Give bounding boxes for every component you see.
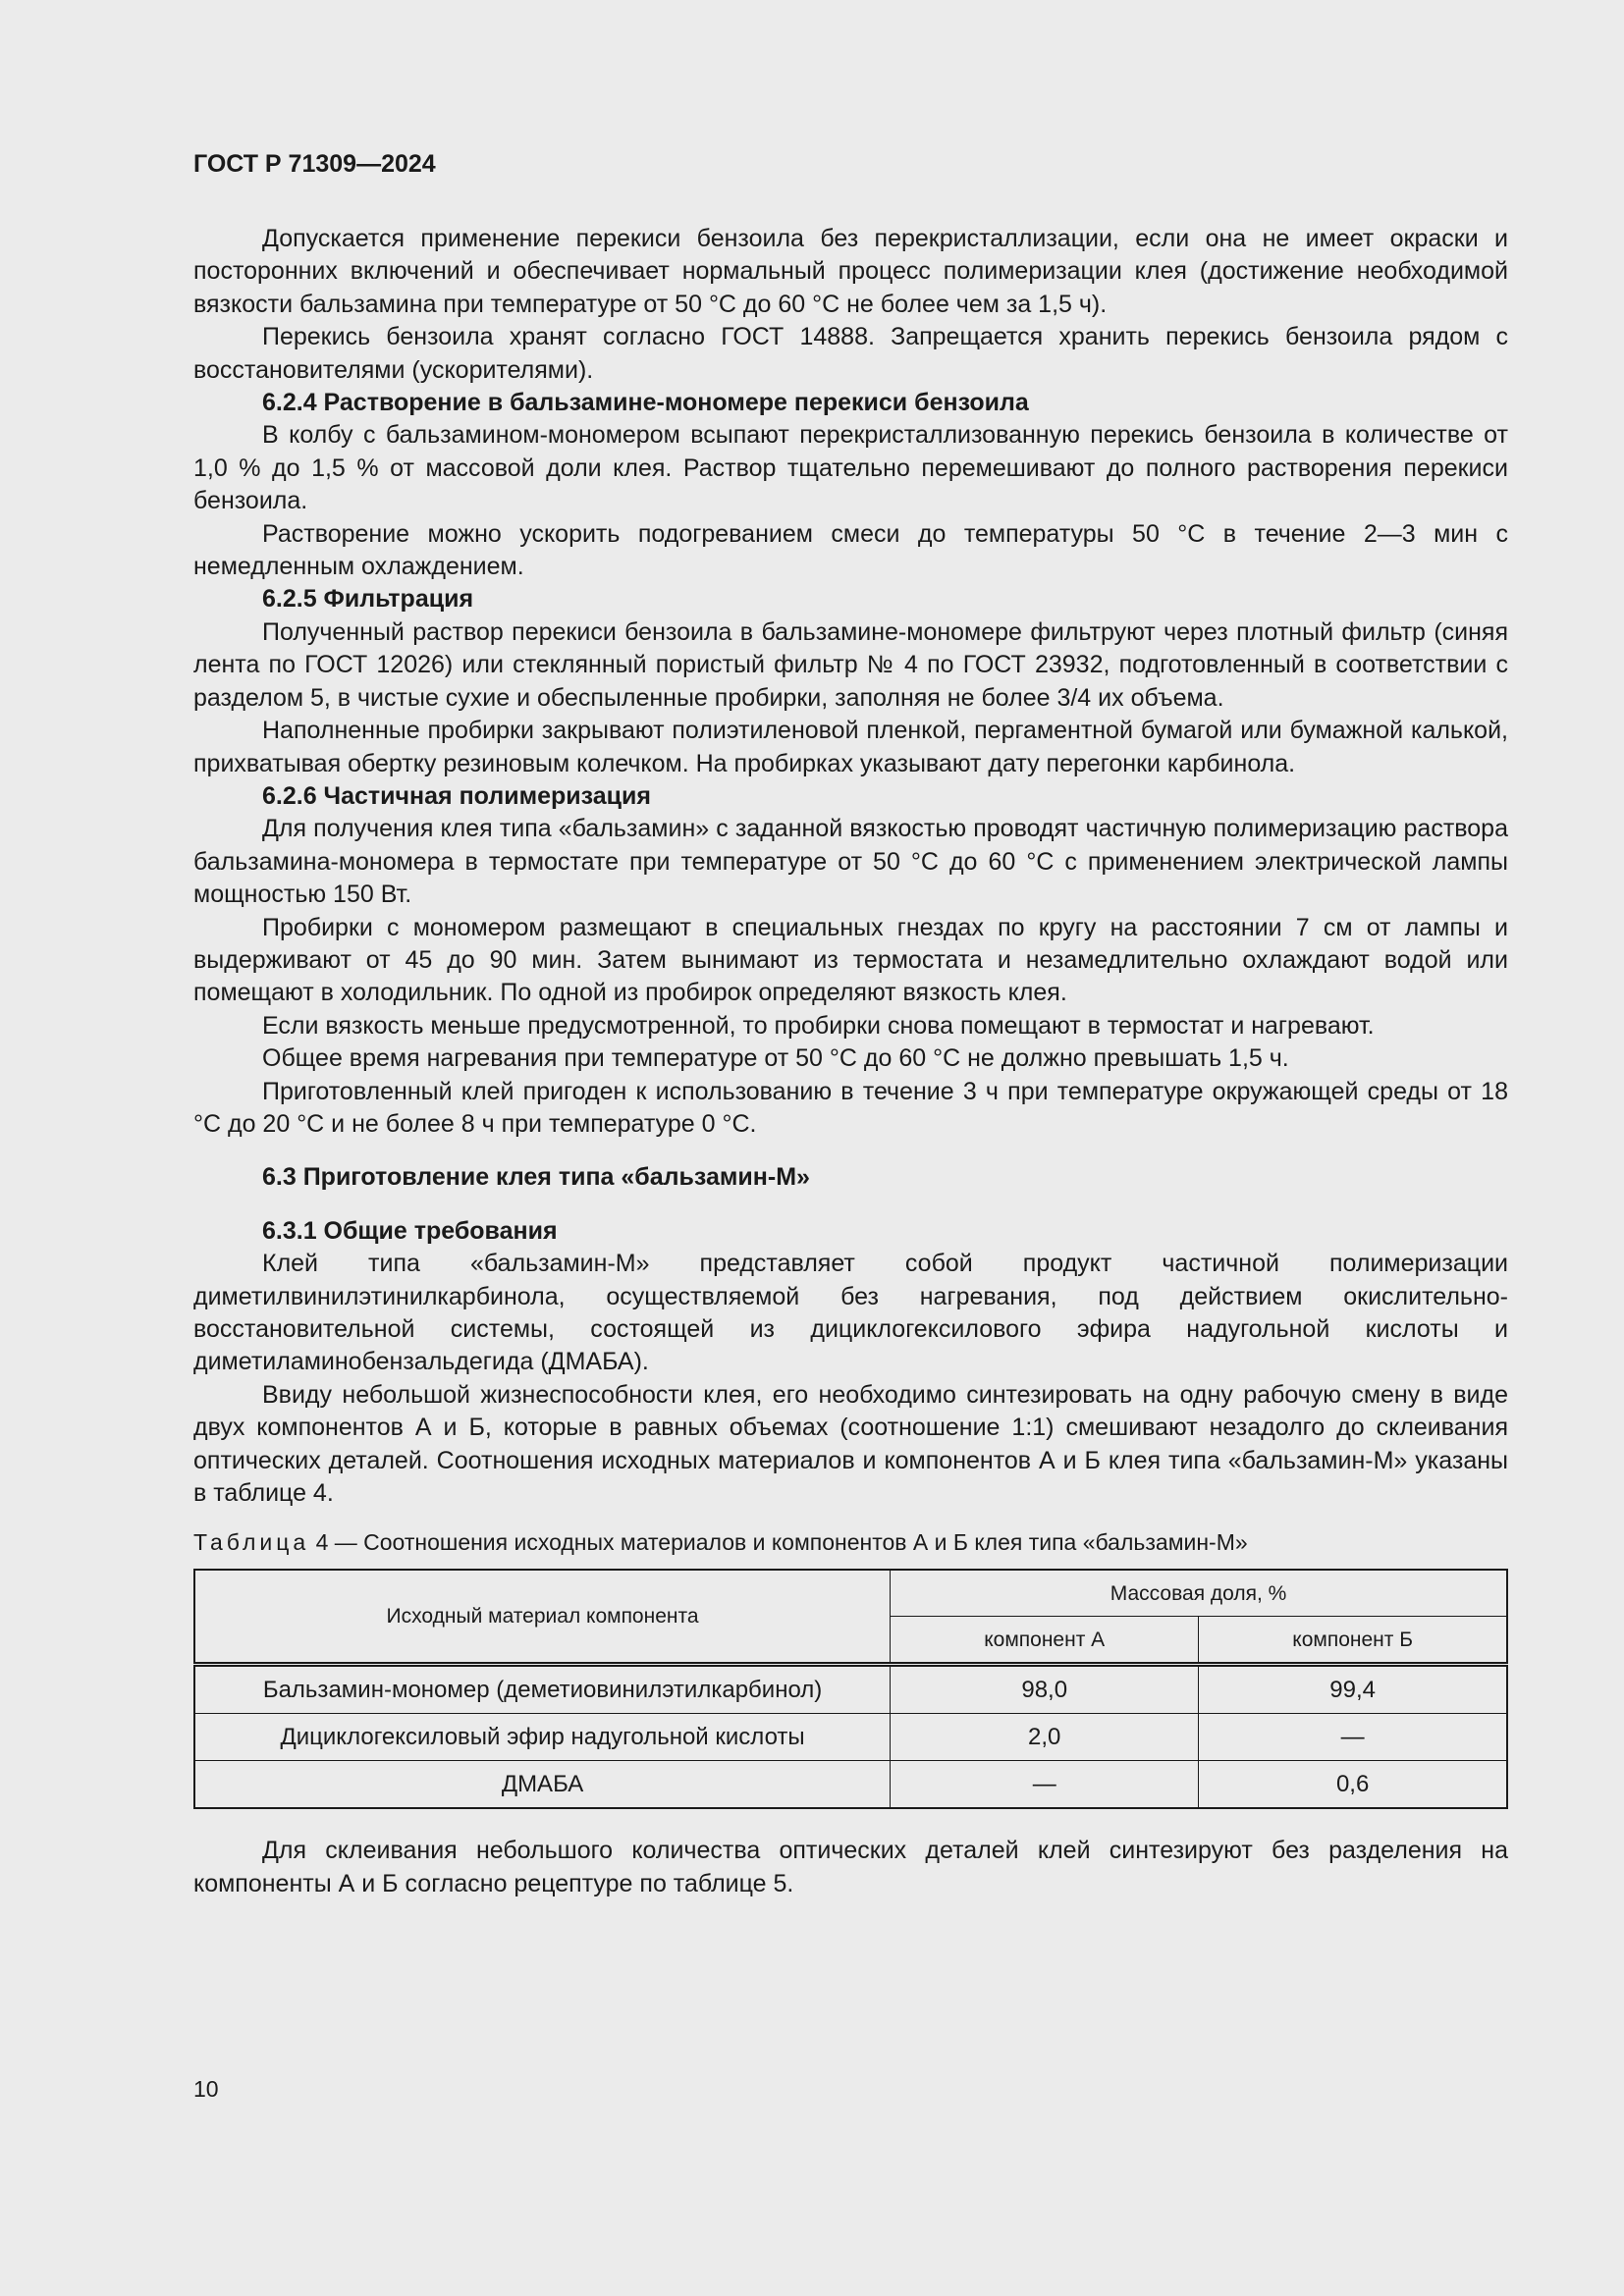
- document-header: ГОСТ Р 71309—2024: [193, 150, 436, 178]
- paragraph: В колбу с бальзамином-мономером всыпают перекристаллизованную перекись бензоила в количестве от 1,0 % до 1,5 % от массовой доли клея. Раствор тщательно перемешивают до полного растворения перекиси бензоила.: [193, 421, 1508, 515]
- paragraph: Ввиду небольшой жизнеспособности клея, его необходимо синтезировать на одну рабочую смену в виде двух компонентов А и Б, которые в равных объемах (соотношение 1:1) смешивают незадолго до склеивания оптических деталей. Соотношения исходных материалов и компонентов А и Б клея типа «бальзамин-М» указаны в таблице 4.: [193, 1380, 1508, 1508]
- table-row: [194, 1761, 1507, 1809]
- cell-component-a: 2,0: [891, 1714, 1199, 1761]
- table-row: [194, 1714, 1507, 1761]
- paragraph: Общее время нагревания при температуре от 50 °С до 60 °С не должно превышать 1,5 ч.: [262, 1044, 1289, 1073]
- paragraph: Если вязкость меньше предусмотренной, то пробирки снова помещают в термостат и нагревают.: [262, 1011, 1375, 1040]
- paragraph: Для склеивания небольшого количества оптических деталей клей синтезируют без разделения на компоненты А и Б согласно рецептуре по таблице 5.: [193, 1837, 1508, 1897]
- page-number: 10: [193, 2076, 219, 2102]
- section-heading-6-3: 6.3 Приготовление клея типа «бальзамин-М»: [262, 1163, 810, 1192]
- paragraph: Перекись бензоила хранят согласно ГОСТ 14888. Запрещается хранить перекись бензоила рядом с восстановителями (ускорителями).: [193, 323, 1508, 384]
- column-header-mass-fraction: Массовая доля, %: [891, 1570, 1507, 1617]
- table-row: [194, 1665, 1507, 1714]
- paragraph: Допускается применение перекиси бензоила без перекристаллизации, если она не имеет окраски и посторонних включений и обеспечивает нормальный процесс полимеризации клея (достижение необходимой вязкости бальзамина при температуре от 50 °С до 60 °С не более чем за 1,5 ч).: [193, 225, 1508, 318]
- paragraph: Клей типа «бальзамин-М» представляет собой продукт частичной полимеризации диметилвинилэтинилкарбинола, осуществляемой без нагревания, под действием окислительно-восстановительной системы, состоящей из дициклогексилового эфира надугольной кислоты и диметиламинобензальдегида (ДМАБА).: [193, 1250, 1508, 1376]
- section-heading-6-3-1: 6.3.1 Общие требования: [262, 1216, 558, 1245]
- paragraph: Для получения клея типа «бальзамин» с заданной вязкостью проводят частичную полимеризацию раствора бальзамина-мономера в термостате при температуре от 50 °С до 60 °С с применением электрической лампы мощностью 150 Вт.: [193, 815, 1508, 909]
- cell-component-b: 0,6: [1199, 1761, 1507, 1809]
- cell-material: ДМАБА: [194, 1761, 891, 1809]
- table-caption: [193, 1525, 1508, 1559]
- column-header-component-a: компонент А: [891, 1617, 1199, 1665]
- column-header-component-b: компонент Б: [1199, 1617, 1507, 1665]
- column-header-material: Исходный материал компонента: [194, 1570, 891, 1665]
- paragraph: Полученный раствор перекиси бензоила в бальзамине-мономере фильтруют через плотный фильтр (синяя лента по ГОСТ 12026) или стеклянный пористый фильтр № 4 по ГОСТ 23932, подготовленный в соответствии с разделом 5, в чистые сухие и обеспыленные пробирки, заполняя не более 3/4 их объема.: [193, 617, 1508, 712]
- paragraph: Растворение можно ускорить подогреванием смеси до температуры 50 °С в течение 2—3 мин с немедленным охлаждением.: [193, 519, 1508, 581]
- cell-material: Дициклогексиловый эфир надугольной кислоты: [194, 1714, 891, 1761]
- table-4: [193, 1569, 1508, 1809]
- cell-material: Бальзамин-мономер (деметиовинилэтилкарбинол): [194, 1665, 891, 1714]
- document-body: [193, 223, 1508, 1900]
- paragraph: Наполненные пробирки закрывают полиэтиленовой пленкой, пергаментной бумагой или бумажной калькой, прихватывая обертку резиновым колечком. На пробирках указывают дату перегонки карбинола.: [193, 717, 1508, 777]
- table-caption-text: 4 — Соотношения исходных материалов и компонентов А и Б клея типа «бальзамин-М»: [315, 1529, 1248, 1556]
- paragraph: Пробирки с мономером размещают в специальных гнездах по кругу на расстоянии 7 см от лампы и выдерживают от 45 до 90 мин. Затем вынимают из термостата и незамедлительно охлаждают водой или помещают в холодильник. По одной из пробирок определяют вязкость клея.: [193, 913, 1508, 1007]
- cell-component-a: —: [891, 1761, 1199, 1809]
- section-heading-6-2-4: 6.2.4 Растворение в бальзамине-мономере перекиси бензоила: [262, 389, 1029, 417]
- paragraph: Приготовленный клей пригоден к использованию в течение 3 ч при температуре окружающей среды от 18 °С до 20 °С и не более 8 ч при температуре 0 °С.: [193, 1077, 1508, 1138]
- cell-component-b: —: [1199, 1714, 1507, 1761]
- table-caption-word: Таблица: [193, 1529, 310, 1556]
- section-heading-6-2-6: 6.2.6 Частичная полимеризация: [262, 781, 651, 810]
- cell-component-a: 98,0: [891, 1665, 1199, 1714]
- cell-component-b: 99,4: [1199, 1665, 1507, 1714]
- section-heading-6-2-5: 6.2.5 Фильтрация: [262, 585, 474, 614]
